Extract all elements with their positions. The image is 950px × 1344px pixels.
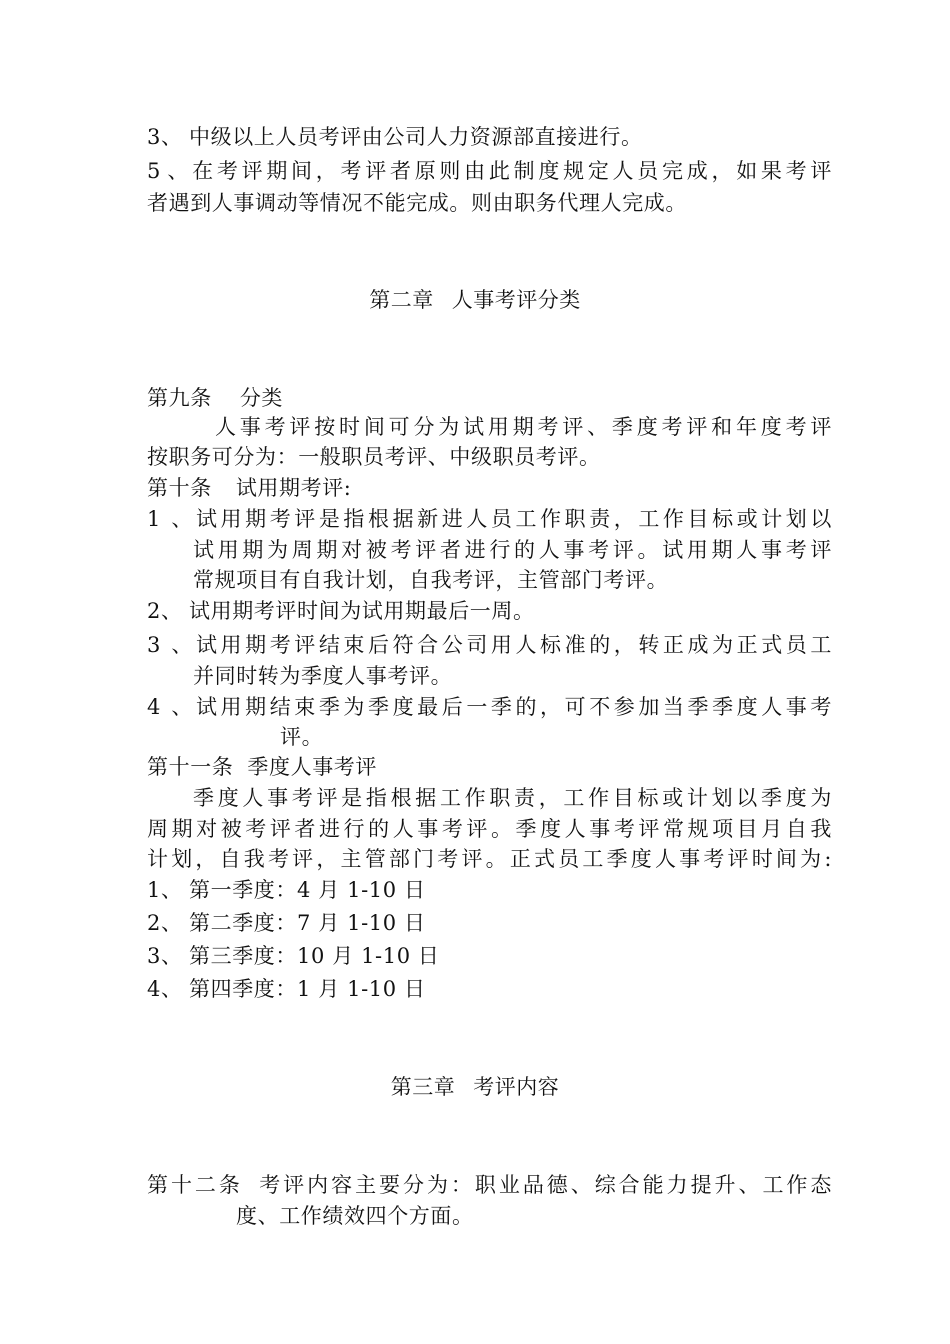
art10-item-3-line1: [147, 630, 832, 660]
list-text: 在考评期间，考评者原则由此制度规定人员完成，如果考评: [189, 159, 832, 183]
list-text: 试用期考评是指根据新进人员工作职责，工作目标或计划以: [193, 507, 832, 531]
ch1-item-3: [147, 122, 832, 152]
article-title: 试用期考评:: [235, 476, 352, 500]
chapter-2-heading: [0, 285, 950, 315]
article-9-line1: 人事考评按时间可分为试用期考评、季度考评和年度考评: [215, 415, 832, 439]
chapter-title: 考评内容: [473, 1075, 560, 1099]
chapter-number: 第二章: [369, 288, 434, 312]
article-10-header: [147, 473, 832, 503]
article-label: 第十条: [147, 476, 212, 500]
article-11-line2: 周期对被考评者进行的人事考评。季度人事考评常规项目月自我: [147, 817, 832, 841]
art10-item-3-line2: 并同时转为季度人事考评。: [193, 664, 453, 688]
art10-item-4-line1: [147, 692, 832, 722]
article-12-line1: [147, 1170, 832, 1200]
art10-item-2: [147, 596, 832, 626]
article-title: 分类: [239, 386, 284, 410]
list-text: 试用期考评时间为试用期最后一周。: [189, 599, 535, 623]
quarter-item-3: [147, 941, 832, 971]
art10-item-1-line3: 常规项目有自我计划，自我考评，主管部门考评。: [193, 568, 669, 592]
list-text: 第二季度：7 月 1-10 日: [189, 911, 426, 935]
article-11-line1: 季度人事考评是指根据工作职责，工作目标或计划以季度为: [193, 786, 832, 810]
list-number: 1、: [147, 507, 193, 531]
article-label: 第十一条: [147, 755, 234, 779]
article-text: 考评内容主要分为：职业品德、综合能力提升、工作态: [256, 1173, 832, 1197]
list-text: 第一季度：4 月 1-10 日: [189, 878, 426, 902]
ch1-item-5-line1: [147, 156, 832, 186]
article-label: 第十二条: [147, 1173, 243, 1197]
article-11-line3: 计划，自我考评，主管部门考评。正式员工季度人事考评时间为:: [147, 847, 832, 871]
art10-item-4-line2: 评。: [280, 725, 324, 749]
list-number: 4、: [147, 695, 193, 719]
article-12-line2: 度、工作绩效四个方面。: [236, 1204, 474, 1228]
article-title: 季度人事考评: [247, 755, 378, 779]
list-number: 5、: [147, 159, 189, 183]
list-text: 试用期结束季为季度最后一季的，可不参加当季季度人事考: [193, 695, 832, 719]
ch1-item-5-line2: 者遇到人事调动等情况不能完成。则由职务代理人完成。: [147, 191, 687, 215]
article-9-line2: 按职务可分为：一般职员考评、中级职员考评。: [147, 445, 601, 469]
art10-item-1-line2: 试用期为周期对被考评者进行的人事考评。试用期人事考评: [193, 538, 832, 562]
article-11-header: [147, 752, 832, 782]
chapter-title: 人事考评分类: [451, 288, 581, 312]
list-text: 试用期考评结束后符合公司用人标准的，转正成为正式员工: [193, 633, 832, 657]
quarter-item-1: [147, 875, 832, 905]
list-number: 2、: [147, 599, 183, 623]
chapter-number: 第三章: [390, 1075, 456, 1099]
list-number: 3、: [147, 633, 193, 657]
list-number: 3、: [147, 125, 183, 149]
list-number: 1、: [147, 878, 183, 902]
list-text: 中级以上人员考评由公司人力资源部直接进行。: [189, 125, 643, 149]
art10-item-1-line1: [147, 504, 832, 534]
article-label: 第九条: [147, 386, 212, 410]
article-9-header: [147, 383, 832, 413]
list-text: 第四季度：1 月 1-10 日: [189, 977, 426, 1001]
list-number: 3、: [147, 944, 183, 968]
list-text: 第三季度：10 月 1-10 日: [189, 944, 440, 968]
chapter-3-heading: [0, 1072, 950, 1102]
list-number: 4、: [147, 977, 183, 1001]
quarter-item-2: [147, 908, 832, 938]
quarter-item-4: [147, 974, 832, 1004]
list-number: 2、: [147, 911, 183, 935]
